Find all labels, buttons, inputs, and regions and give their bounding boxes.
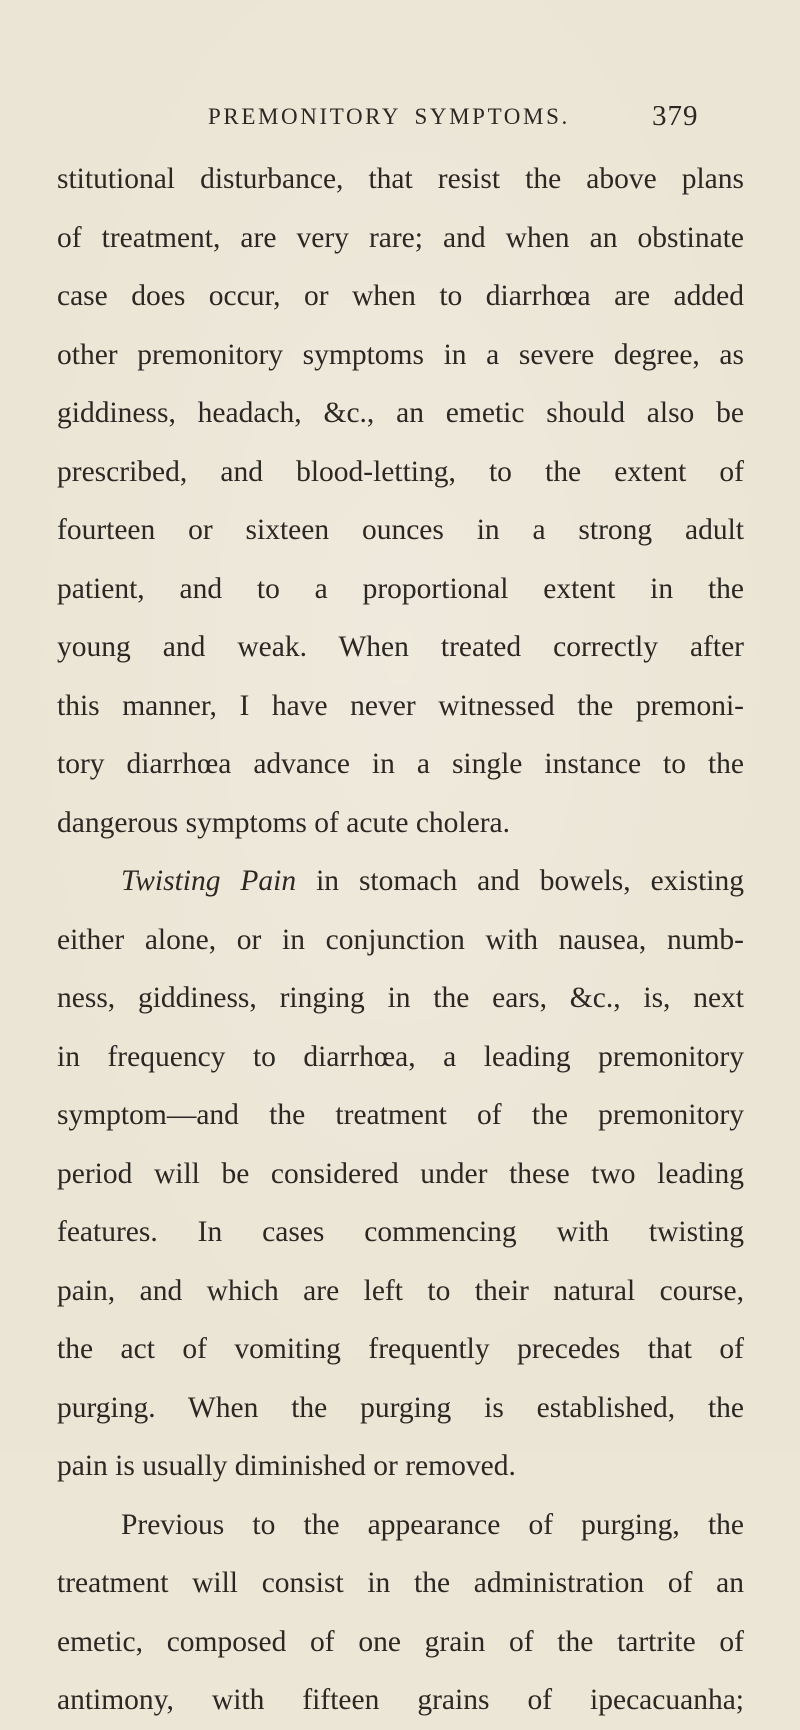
text-line: of treatment, are very rare; and when an obstinate xyxy=(57,221,744,254)
text-line: the act of vomiting frequently precedes that of xyxy=(57,1333,744,1365)
text-line-rest: in stomach and bowels, existing xyxy=(316,865,745,897)
text-line: case does occur, or when to diarrhœa are added xyxy=(57,280,744,312)
body-text xyxy=(57,150,744,1730)
paragraph-start-line: Previous to the appearance of purging, the xyxy=(121,1508,744,1541)
text-line: patient, and to a proportional extent in the xyxy=(57,572,744,605)
text-line: prescribed, and blood-letting, to the extent of xyxy=(57,455,744,488)
text-line: stitutional disturbance, that resist the above plans xyxy=(57,163,744,195)
text-line: antimony, with fifteen grains of ipecacuanha; xyxy=(57,1684,744,1716)
text-line: fourteen or sixteen ounces in a strong adult xyxy=(57,514,744,546)
text-line: in frequency to diarrhœa, a leading premonitory xyxy=(57,1040,744,1073)
page-number: 379 xyxy=(652,100,699,132)
text-line: young and weak. When treated correctly after xyxy=(57,631,744,663)
text-line: features. In cases commencing with twisting xyxy=(57,1216,744,1248)
running-head xyxy=(0,100,800,140)
text-line: tory diarrhœa advance in a single instance to the xyxy=(57,748,744,780)
text-line: period will be considered under these two leading xyxy=(57,1157,744,1190)
text-line: symptom—and the treatment of the premonitory xyxy=(57,1099,744,1131)
text-line: other premonitory symptoms in a severe degree, as xyxy=(57,338,744,371)
text-line: ness, giddiness, ringing in the ears, &c., is, next xyxy=(57,982,744,1014)
italic-lead: Twisting Pain xyxy=(121,865,297,897)
text-line: pain, and which are left to their natural course, xyxy=(57,1274,744,1307)
text-line: purging. When the purging is established, the xyxy=(57,1391,744,1424)
text-line: either alone, or in conjunction with nausea, numb- xyxy=(57,923,744,956)
text-line: dangerous symptoms of acute cholera. xyxy=(57,806,511,839)
running-title: PREMONITORY SYMPTOMS. xyxy=(208,104,570,129)
text-line: emetic, composed of one grain of the tartrite of xyxy=(57,1625,744,1658)
text-line: treatment will consist in the administration of an xyxy=(57,1567,744,1599)
text-line: this manner, I have never witnessed the premoni- xyxy=(57,689,744,722)
text-line: giddiness, headach, &c., an emetic should also be xyxy=(57,397,744,429)
text-line: pain is usually diminished or removed. xyxy=(57,1450,516,1482)
paragraph-start-line xyxy=(57,852,744,911)
